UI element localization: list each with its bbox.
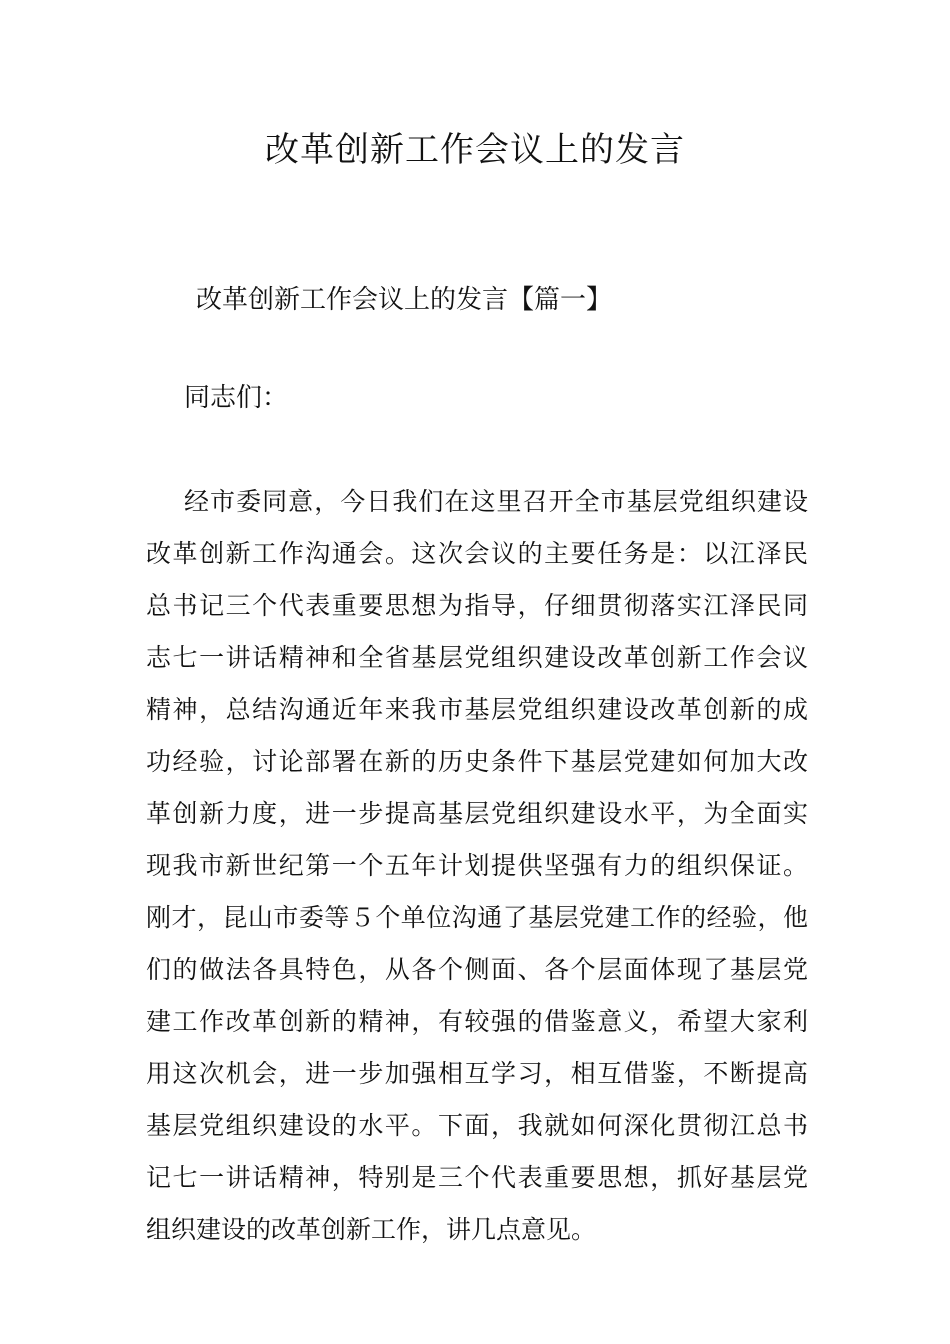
document-title: 改革创新工作会议上的发言 bbox=[265, 130, 685, 170]
paragraph-line: 改革创新工作沟通会。这次会议的主要任务是：以江泽民 bbox=[146, 539, 808, 568]
paragraph-line: 革创新力度，进一步提高基层党组织建设水平，为全面实 bbox=[146, 799, 808, 828]
paragraph-line: 总书记三个代表重要思想为指导，仔细贯彻落实江泽民同 bbox=[146, 591, 808, 620]
section-heading: 改革创新工作会议上的发言【篇一】 bbox=[196, 285, 613, 315]
salutation: 同志们： bbox=[184, 383, 289, 413]
paragraph-line: 基层党组织建设的水平。下面，我就如何深化贯彻江总书 bbox=[146, 1111, 808, 1140]
paragraph-line: 建工作改革创新的精神，有较强的借鉴意义，希望大家利 bbox=[146, 1007, 808, 1036]
paragraph-line: 用这次机会，进一步加强相互学习，相互借鉴，不断提高 bbox=[146, 1059, 808, 1088]
body-paragraph bbox=[146, 476, 808, 1256]
paragraph-line: 们的做法各具特色，从各个侧面、各个层面体现了基层党 bbox=[146, 955, 808, 984]
paragraph-line: 精神，总结沟通近年来我市基层党组织建设改革创新的成 bbox=[146, 695, 808, 724]
paragraph-line: 记七一讲话精神，特别是三个代表重要思想，抓好基层党 bbox=[146, 1163, 808, 1192]
paragraph-line: 功经验，讨论部署在新的历史条件下基层党建如何加大改 bbox=[146, 747, 808, 776]
paragraph-line: 现我市新世纪第一个五年计划提供坚强有力的组织保证。 bbox=[146, 851, 808, 880]
paragraph-line: 经市委同意，今日我们在这里召开全市基层党组织建设 bbox=[184, 487, 808, 516]
paragraph-line: 刚才，昆山市委等５个单位沟通了基层党建工作的经验，他 bbox=[146, 903, 808, 932]
paragraph-line: 志七一讲话精神和全省基层党组织建设改革创新工作会议 bbox=[146, 643, 808, 672]
paragraph-line: 组织建设的改革创新工作，讲几点意见。 bbox=[146, 1215, 597, 1244]
